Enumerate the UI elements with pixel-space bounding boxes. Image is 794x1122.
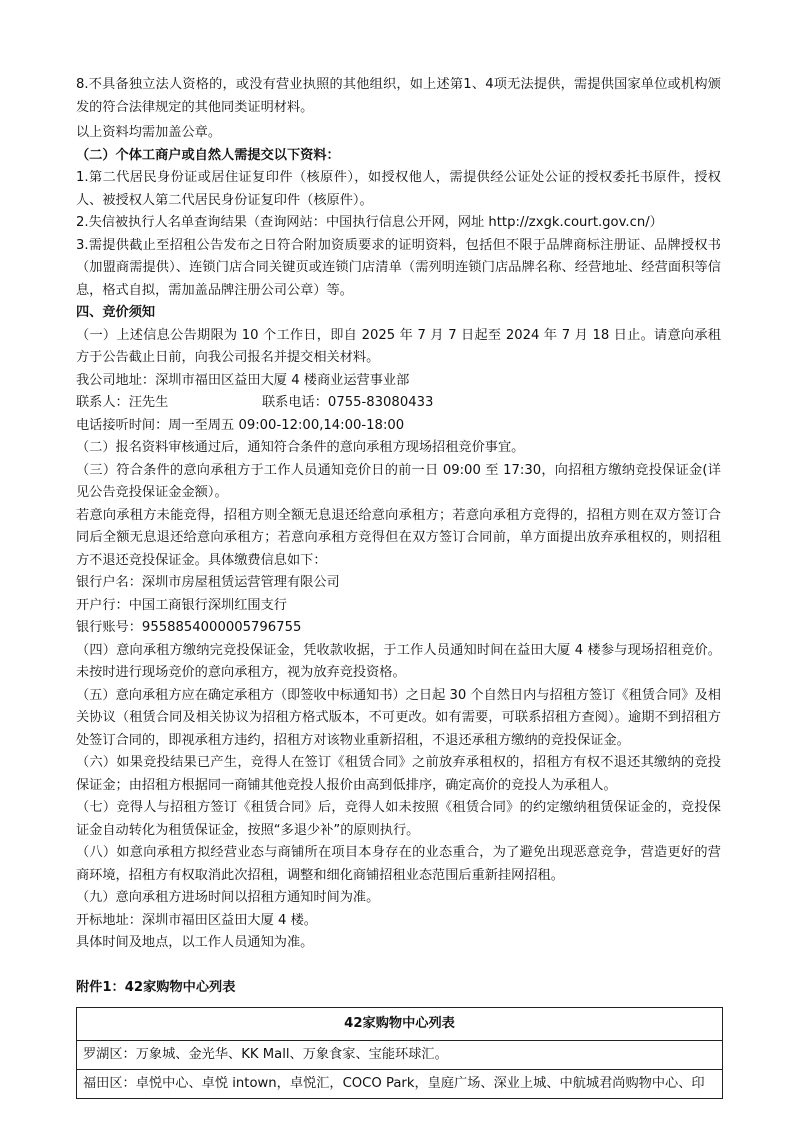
- company-address: 我公司地址：深圳市福田区益田大厦 4 楼商业运营事业部: [76, 372, 410, 388]
- notice-item-3: （三）符合条件的意向承租方于工作人员通知竞价日的前一日 09:00 至 17:30，向招租方缴纳竞投保证金(详见公告竞投保证金金额）。: [76, 462, 721, 500]
- bid-opening-address: 开标地址：深圳市福田区益田大厦 4 楼。: [76, 912, 317, 928]
- table-cell-futian: 福田区：卓悦中心、卓悦 intown，卓悦汇，COCO Park，皇庭广场、深业上城、中航城君尚购物中心、印: [77, 1070, 723, 1099]
- individual-item-2: 2.失信被执行人名单查询结果（查询网站：中国执行信息公开网，网址 http://zxgk.court.gov.cn/）: [76, 215, 663, 230]
- heading-bidding-notice: 四、竞价须知: [76, 305, 156, 320]
- item-8: 8.不具备独立法人资格的，或没有营业执照的其他组织，如上述第1、4项无法提供，需提供国家单位或机构颁发的符合法律规定的其他同类证明材料。: [76, 77, 721, 115]
- annex-title: 附件1：42家购物中心列表: [76, 979, 236, 995]
- seal-note: 以上资料均需加盖公章。: [76, 125, 222, 140]
- contact-person: 联系人：汪先生: [76, 395, 169, 410]
- notice-item-7: （七）竞得人与招租方签订《租赁合同》后，竞得人如未按照《租赁合同》的约定缴纳租赁保证金的，竞投保证金自动转化为租赁保证金，按照“多退少补”的原则执行。: [76, 800, 721, 838]
- table-row: [77, 1041, 723, 1070]
- document-page: [76, 74, 721, 1099]
- table-header-row: [77, 1008, 723, 1041]
- table-row: [77, 1070, 723, 1099]
- bank-account-number: 银行账号：9558854000005796755: [76, 620, 302, 635]
- contact-phone: 联系电话：0755-83080433: [262, 395, 434, 410]
- table-header: 42家购物中心列表: [77, 1008, 723, 1041]
- deposit-refund-rules: 若意向承租方未能竞得，招租方则全额无息退还给意向承租方；若意向承租方竞得的，招租方则在双方签订合同后全额无息退还给意向承租方；若意向承租方竞得但在双方签订合同前，单方面提出放弃承租权的，则招租方不退还竞投保证金。具体缴费信息如下：: [76, 507, 721, 568]
- phone-hours: 电话接听时间：周一至周五 09:00-12:00,14:00-18:00: [76, 417, 405, 433]
- mall-list-table: [76, 1007, 723, 1099]
- notice-item-6: （六）如果竞投结果已产生，竞得人在签订《租赁合同》之前放弃承租权的，招租方有权不退还其缴纳的竞投保证金；由招租方根据同一商铺其他竞投人报价由高到低排序，确定高价的竞投人为承租人。: [76, 755, 721, 793]
- individual-item-1: 1.第二代居民身份证或居住证复印件（核原件），如授权他人，需提供经公证处公证的授权委托书原件，授权人、被授权人第二代居民身份证复印件（核原件）。: [76, 170, 721, 208]
- notice-item-5: （五）意向承租方应在确定承租方（即签收中标通知书）之日起 30 个自然日内与招租方签订《租赁合同》及相关协议（租赁合同及相关协议为招租方格式版本，不可更改。如有需要，可联系招租方查阅）。逾期不到招租方处签订合同的，即视承租方违约，招租方对该物业重新招租，不退还承租方缴纳的竞投保证金。: [76, 687, 721, 748]
- notice-item-8: （八）如意向承租方拟经营业态与商铺所在项目本身存在的业态重合，为了避免出现恶意竞争，营造更好的营商环境，招租方有权取消此次招租，调整和细化商铺招租业态范围后重新挂网招租。: [76, 845, 721, 883]
- notice-item-1: （一）上述信息公告期限为 10 个工作日，即自 2025 年 7 月 7 日起至 2024 年 7 月 18 日止。请意向承租方于公告截止日前，向我公司报名并提交相关材料。: [76, 327, 721, 365]
- notice-item-2: （二）报名资料审核通过后，通知符合条件的意向承租方现场招租竞价事宜。: [76, 440, 525, 455]
- heading-individual-materials: （二）个体工商户或自然人需提交以下资料：: [76, 147, 340, 163]
- individual-item-3: 3.需提供截止至招租公告发布之日符合附加资质要求的证明资料，包括但不限于品牌商标注册证、品牌授权书（加盟商需提供）、连锁门店合同关键页或连锁门店清单（需列明连锁门店品牌名称、经营地址、经营面积等信息，格式自拟，需加盖品牌注册公司公章）等。: [76, 237, 721, 298]
- time-location-note: 具体时间及地点，以工作人员通知为准。: [76, 935, 314, 950]
- contact-row: [76, 392, 721, 415]
- bank-name: 开户行：中国工商银行深圳红围支行: [76, 597, 287, 613]
- bank-account-name: 银行户名：深圳市房屋租赁运营管理有限公司: [76, 575, 340, 590]
- table-cell-luohu: 罗湖区：万象城、金光华、KK Mall、万象食家、宝能环球汇。: [77, 1041, 723, 1070]
- notice-item-4: （四）意向承租方缴纳完竞投保证金，凭收款收据，于工作人员通知时间在益田大厦 4 楼参与现场招租竞价。未按时进行现场竞价的意向承租方，视为放弃竞投资格。: [76, 642, 721, 680]
- notice-item-9: （九）意向承租方进场时间以招租方通知时间为准。: [76, 890, 380, 905]
